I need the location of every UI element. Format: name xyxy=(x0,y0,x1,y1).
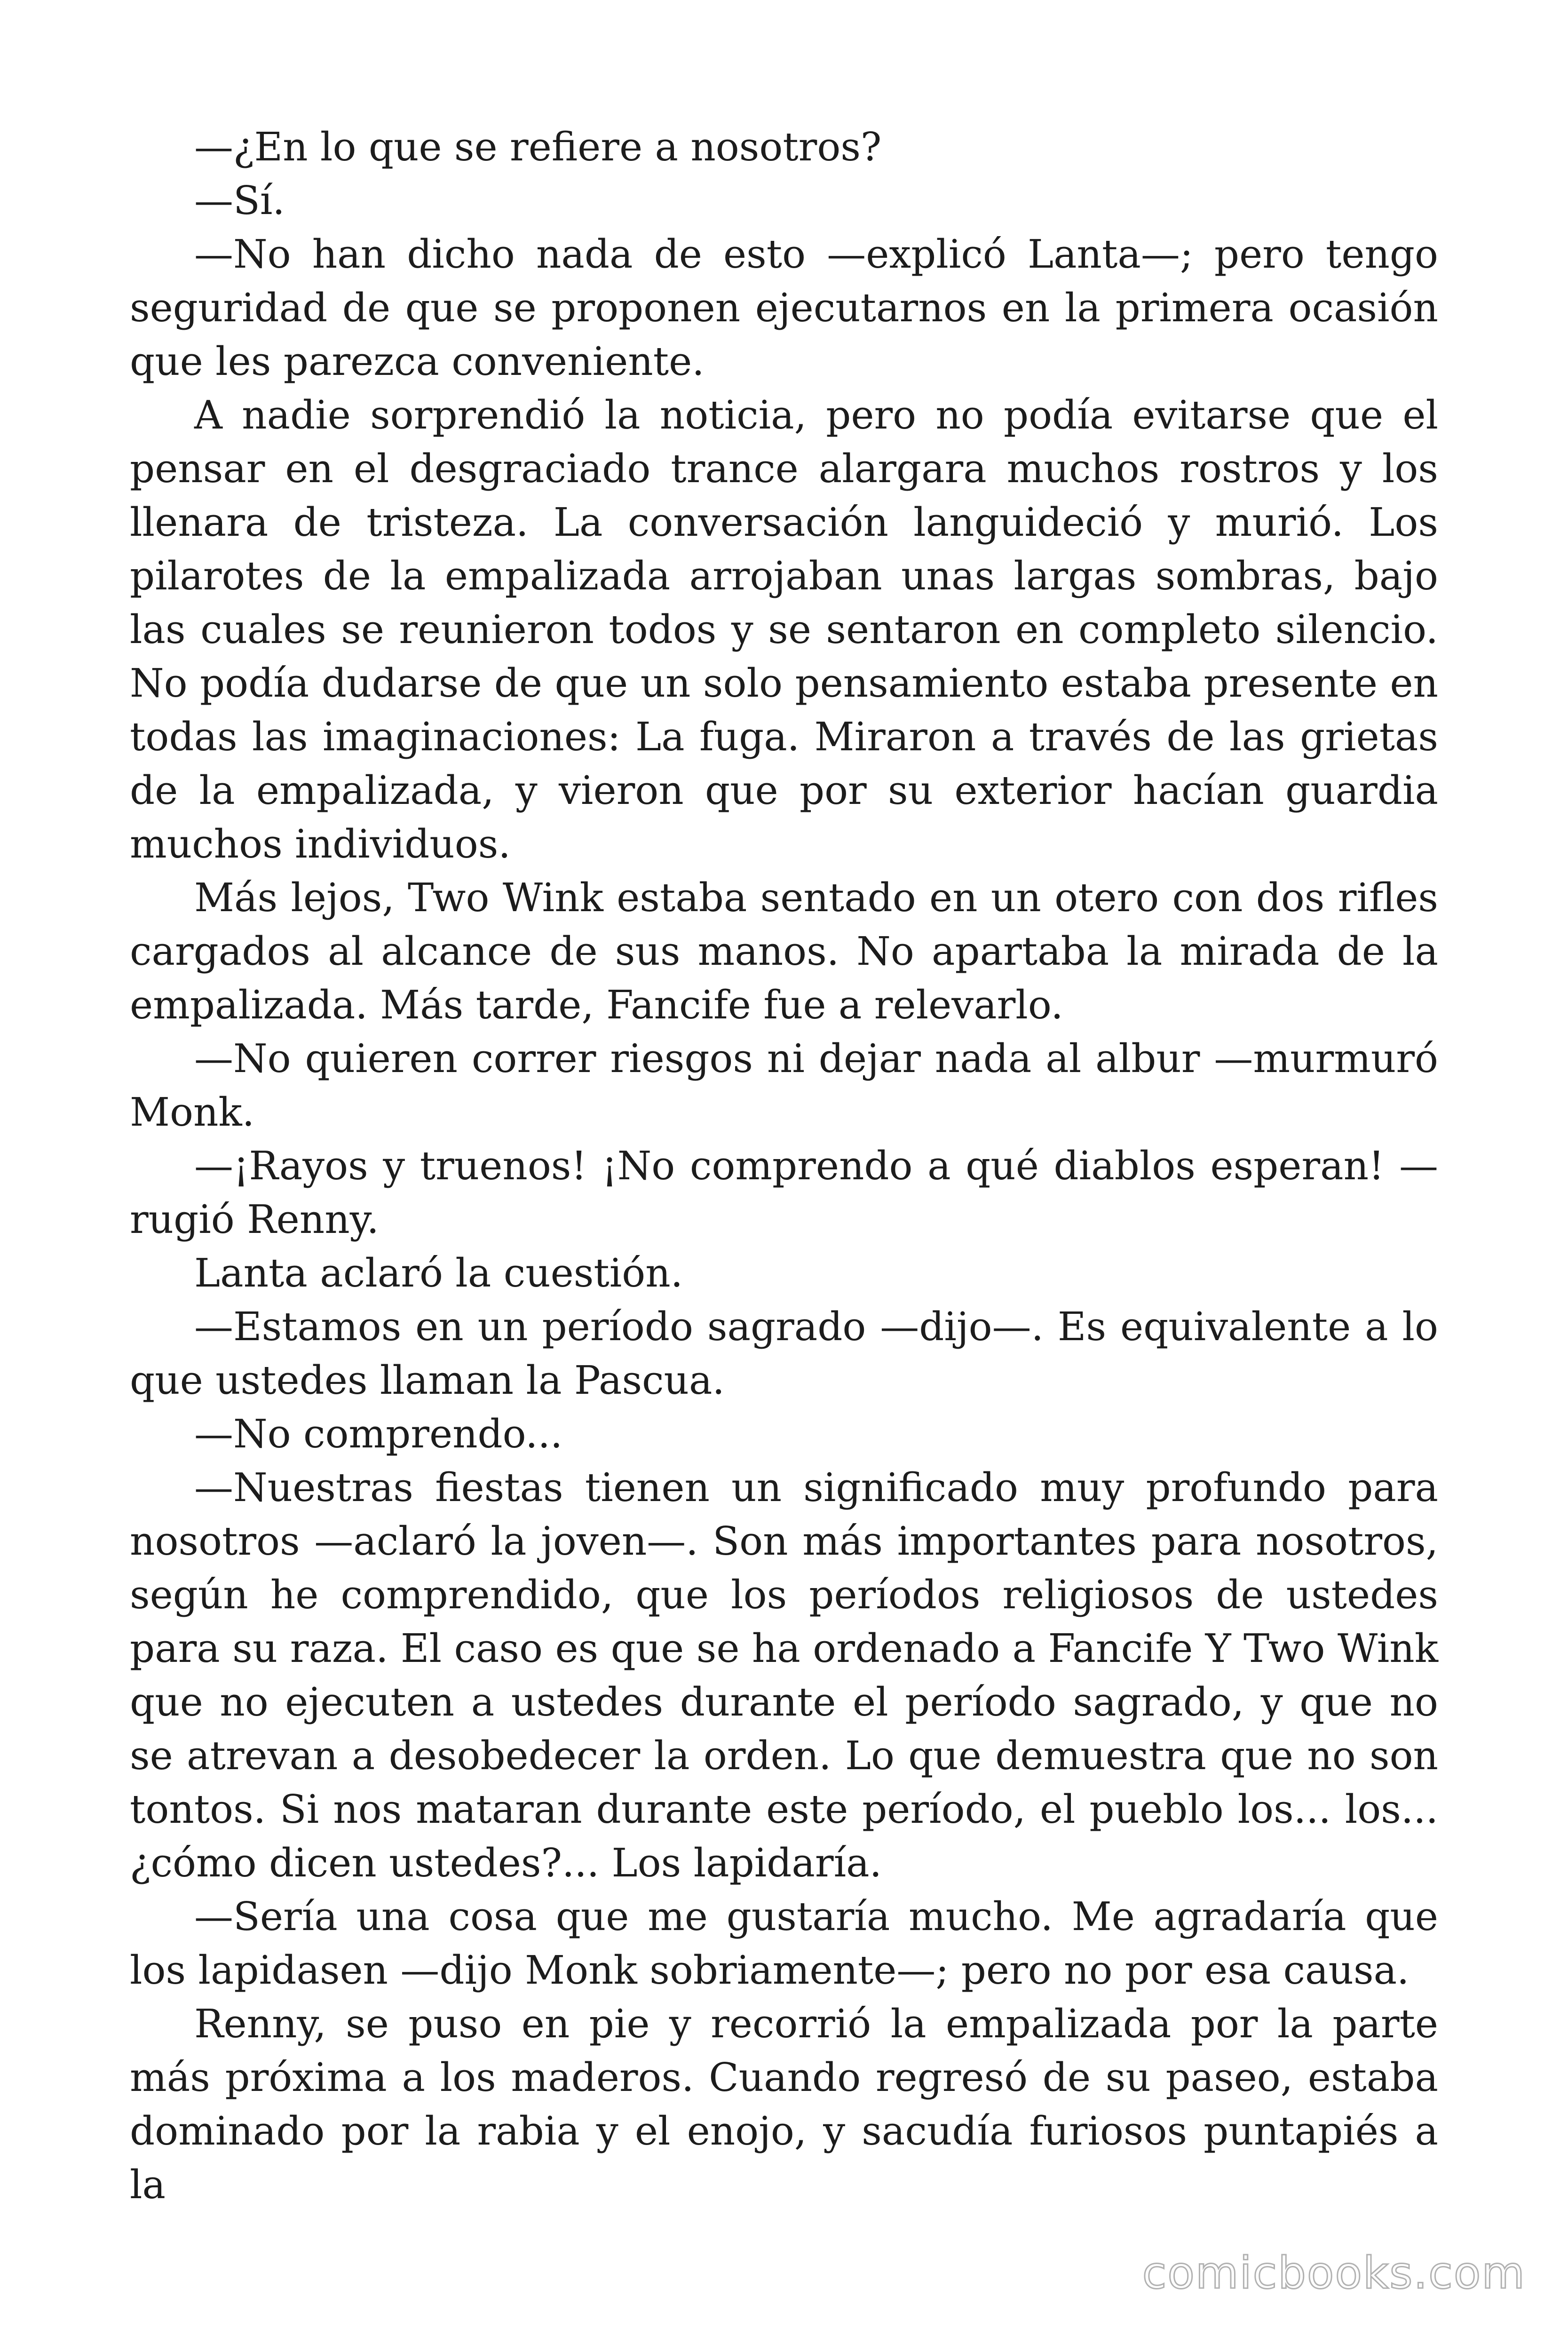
paragraph: —Estamos en un período sagrado —dijo—. Es equivalente a lo que ustedes llaman la Pascua. xyxy=(130,1304,1438,1403)
paragraph: Más lejos, Two Wink estaba sentado en un otero con dos rifles cargados al alcance de sus manos. No apartaba la mirada de la empalizada. Más tarde, Fancife fue a relevarlo. xyxy=(130,875,1438,1028)
paragraph: Lanta aclaró la cuestión. xyxy=(194,1250,683,1296)
paragraph: —Sería una cosa que me gustaría mucho. Me agradaría que los lapidasen —dijo Monk sobriamente—; pero no por esa causa. xyxy=(130,1894,1438,1993)
paragraph: A nadie sorprendió la noticia, pero no podía evitarse que el pensar en el desgraciado trance alargara muchos rostros y los llenara de tristeza. La conversación languideció y murió. Los pilarotes de la empalizada arrojaban unas largas sombras, bajo las cuales se reunieron todos y se sentaron en completo silencio. No podía dudarse de que un solo pensamiento estaba presente en todas las imaginaciones: La fuga. Miraron a través de las grietas de la empalizada, y vieron que por su exterior hacían guardia muchos individuos. xyxy=(130,392,1438,867)
paragraph: —¿En lo que se refiere a nosotros? xyxy=(194,124,882,170)
paragraph: —No comprendo... xyxy=(194,1411,563,1457)
paragraph: Renny, se puso en pie y recorrió la empalizada por la parte más próxima a los maderos. Cuando regresó de su paseo, estaba dominado por la rabia y el enojo, y sacudía furiosos puntapiés a la xyxy=(130,2001,1438,2208)
paragraph: —Sí. xyxy=(194,178,285,223)
watermark: comicbooks.com xyxy=(1142,2248,1526,2299)
paragraph: —Nuestras fiestas tienen un significado muy profundo para nosotros —aclaró la joven—. Son más importantes para nosotros, según he comprendido, que los períodos religiosos de ustedes para su raza. El caso es que se ha ordenado a Fancife Y Two Wink que no ejecuten a ustedes durante el período sagrado, y que no se atrevan a desobedecer la orden. Lo que demuestra que no son tontos. Si nos mataran durante este período, el pueblo los... los... ¿cómo dicen ustedes?... Los lapidaría. xyxy=(130,1465,1438,1886)
paragraph: —No han dicho nada de esto —explicó Lanta—; pero tengo seguridad de que se proponen ejecutarnos en la primera ocasión que les parezca conveniente. xyxy=(130,231,1438,384)
paragraph: —¡Rayos y truenos! ¡No comprendo a qué diablos esperan! —rugió Renny. xyxy=(130,1143,1438,1242)
paragraph: —No quieren correr riesgos ni dejar nada al albur —murmuró Monk. xyxy=(130,1036,1438,1135)
page-body-text xyxy=(130,120,1438,2212)
